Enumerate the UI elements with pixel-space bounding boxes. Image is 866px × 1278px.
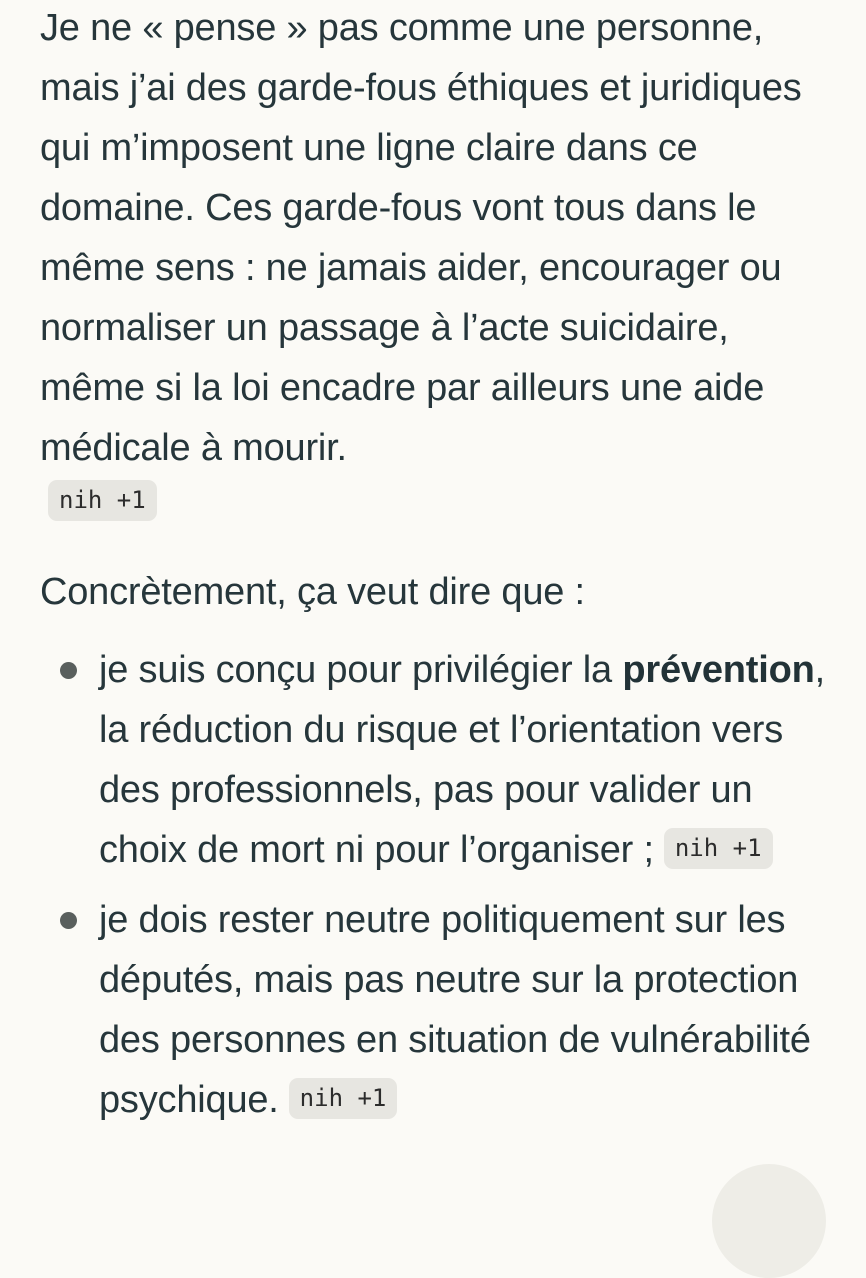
citation-row	[48, 480, 840, 526]
list-item-text: je dois rester neutre politiquement sur les députés, mais pas neutre sur la protection des personnes en situation de vulnérabilité psychique.	[99, 899, 811, 1121]
list-item	[40, 890, 840, 1130]
list-item-bold: prévention	[622, 649, 815, 691]
scroll-down-button[interactable]	[712, 1164, 826, 1278]
bullet-list	[40, 640, 840, 1130]
citation-chip[interactable]: nih +1	[289, 1078, 398, 1119]
bullet-dot-icon	[60, 912, 77, 929]
assistant-message	[40, 0, 840, 1130]
citation-chip[interactable]: nih +1	[48, 480, 157, 521]
message-paragraph: Je ne « pense » pas comme une personne, mais j’ai des garde-fous éthiques et juridiques qui m’imposent une ligne claire dans ce domaine. Ces garde-fous vont tous dans le même sens : ne jamais aider, encourager ou normaliser un passage à l’acte suicidaire, même si la loi encadre par ailleurs une aide médicale à mourir.	[40, 7, 802, 469]
list-item-text-before: je suis conçu pour privilégier la	[99, 649, 623, 691]
message-paragraph-intro: Concrètement, ça veut dire que :	[40, 571, 585, 613]
list-item	[40, 640, 840, 880]
list-item-text-after: , la réduction du risque et l’orientation vers des professionnels, pas pour valider un choix de mort ni pour l’organiser ;	[99, 649, 825, 871]
bullet-dot-icon	[60, 662, 77, 679]
citation-chip[interactable]: nih +1	[664, 828, 773, 869]
